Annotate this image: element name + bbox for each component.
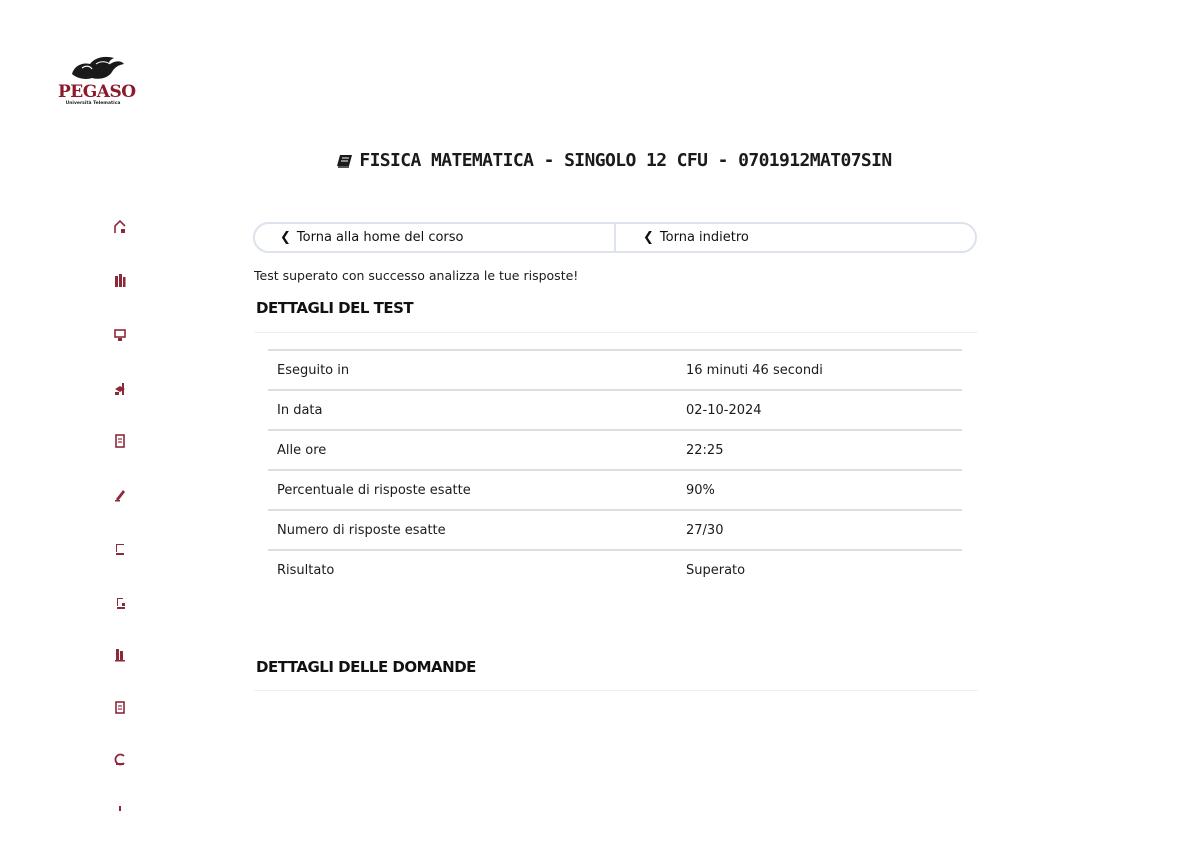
monitor-icon[interactable]	[108, 323, 132, 347]
back-to-course-home-label: Torna alla home del corso	[296, 230, 464, 245]
row-label: In data	[268, 390, 677, 430]
document-icon[interactable]	[108, 429, 132, 453]
table-row	[268, 550, 962, 590]
library-icon[interactable]	[108, 643, 132, 667]
graduation-icon[interactable]	[108, 377, 132, 401]
row-value: 22:25	[677, 430, 962, 470]
section-divider	[254, 690, 978, 691]
test-details-table	[268, 349, 962, 590]
row-label: Numero di risposte esatte	[268, 510, 677, 550]
course-title-text: FISICA MATEMATICA - SINGOLO 12 CFU - 0701912MAT07SIN	[359, 150, 892, 171]
row-label: Eseguito in	[268, 350, 677, 390]
section-divider	[254, 332, 978, 333]
upload-icon[interactable]	[108, 591, 132, 615]
chat-icon[interactable]	[108, 537, 132, 561]
book-icon	[336, 153, 353, 168]
table-row	[268, 350, 962, 390]
row-value: 90%	[677, 470, 962, 510]
books-icon[interactable]	[108, 269, 132, 293]
row-value: 16 minuti 46 secondi	[677, 350, 962, 390]
info-icon[interactable]	[108, 797, 132, 821]
sidebar	[108, 0, 136, 848]
go-back-button[interactable]	[616, 224, 975, 251]
logo-text: PEGASO	[58, 82, 136, 102]
chevron-left-icon: ❮	[643, 230, 654, 245]
chevron-left-icon: ❮	[280, 230, 291, 245]
row-value: 27/30	[677, 510, 962, 550]
test-details-heading: DETTAGLI DEL TEST	[256, 299, 414, 317]
go-back-label: Torna indietro	[659, 230, 749, 245]
edit-icon[interactable]	[108, 483, 132, 507]
row-label: Alle ore	[268, 430, 677, 470]
course-title	[254, 150, 974, 171]
questions-details-heading: DETTAGLI DELLE DOMANDE	[256, 658, 476, 676]
calendar-icon[interactable]	[108, 695, 132, 719]
table-row	[268, 470, 962, 510]
row-label: Risultato	[277, 563, 335, 578]
table-row	[268, 510, 962, 550]
table-row	[268, 430, 962, 470]
table-row	[268, 390, 962, 430]
row-label: Percentuale di risposte esatte	[268, 470, 677, 510]
back-to-course-home-button[interactable]	[255, 224, 616, 251]
logo-subtext: Università Telematica	[65, 101, 121, 106]
row-value: Superato	[686, 563, 746, 578]
navigation-bar	[253, 222, 977, 253]
status-message: Test superato con successo analizza le tue risposte!	[254, 268, 579, 283]
home-icon[interactable]	[108, 215, 132, 239]
row-value: 02-10-2024	[677, 390, 962, 430]
clock-icon[interactable]	[108, 747, 132, 771]
